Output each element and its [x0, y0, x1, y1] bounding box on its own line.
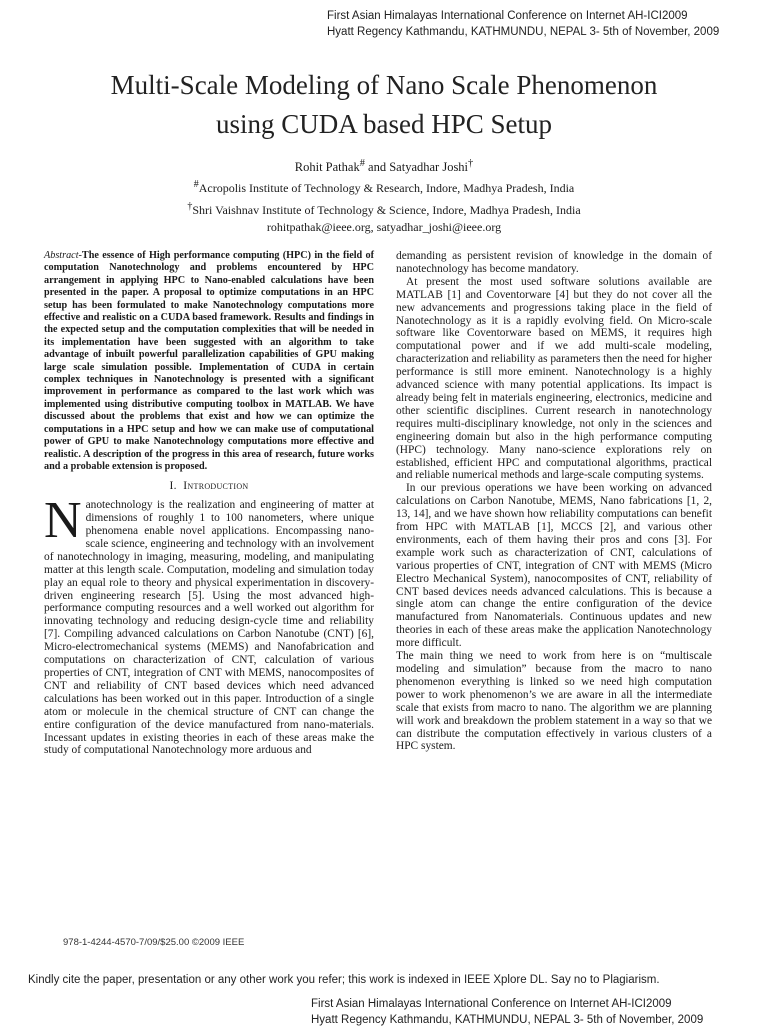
affiliation-2-text: Shri Vaishnav Institute of Technology & Science, Indore, Madhya Pradesh, India: [192, 202, 581, 217]
left-column: [44, 250, 374, 757]
author-name-1: Rohit Pathak: [294, 160, 360, 175]
conference-name: First Asian Himalayas International Conference on Internet AH-ICI2009: [327, 10, 688, 22]
author-name-2: Satyadhar Joshi: [389, 160, 469, 175]
author-mark-2: †: [468, 158, 474, 169]
affiliation-mark-1: #: [193, 179, 199, 190]
conference-name-next-page: First Asian Himalayas International Conference on Internet AH-ICI2009: [311, 998, 672, 1010]
abstract-text: The essence of High performance computing (HPC) in the field of computation Nanotechnology and problems encountered by HPC arrangement in applying HPC to Nano-enabled calculations have been presented in the paper. A proposal to optimize computations in an HPC setup has been formulated to make Nanotechnology computations more effective and realistic on a CUDA based framework. Results and findings in the expected setup and the computation complexities that will be needed in its implementation have been suggested with an algorithm to take advantage of inbuilt powerful parallelization capabilities of GPU making large scale simulation possible. Implementation of CUDA in certain complex techniques in Nanotechnology is presented with a significant improvement in performance as compared to the last work which was implemented using distributive computing toolbox in MATLAB. We have discussed about the problems that exist and how we can optimize the computations in a HPC setup and how we can make use of computational power of GPU to make Nanotechnology computations more effective and realistic. A description of the progress in this area of research, future works and a probable extension is proposed.: [44, 250, 374, 472]
author-list: [40, 154, 728, 177]
right-paragraph-2: At present the most used software solutions available are MATLAB [1] and Coventorware [4] but they do not cover all the new advancements and progressions taking place in the field of Nanotechnology as it is a rapidly evolving field. On Micro-scale software like Coventorware based on MEMS, it requires high computational power and if we add multi-scale modeling, characterization and reliability as parameters then the need for higher performance is still more eminent. Nanotechnology is a highly advanced science with many potential applications. Its impact is already being felt in materials engineering, electronics, medicine and other scientific disciplines. Current research in nanotechnology requires multi-disciplinary knowledge, not only in the sciences and engineering domain but also in the high performance computing (HPC) technology. Many nano-science explorations rely on established, efficient HPC and computational algorithms, practical and reliable numerical methods and large-scale computing systems.: [396, 275, 712, 482]
author-emails: rohitpathak@ieee.org, satyadhar_joshi@ieee.org: [266, 220, 502, 234]
abstract: [44, 250, 374, 473]
intro-paragraph-text: anotechnology is the realization and engineering of matter at dimensions of roughly 1 to 100 nanometers, where unique phenomena enable novel applications. Encompassing nano-scale science, engineering and technology with an involvement of nanotechnology in imaging, measuring, modeling, and manipulating matter at this length scale. Computation, modeling and simulation today play an equal role to theory and physical experimentation in discovery-driven engineering research [5]. Using the most advanced high-performance computing resources and a well worked out algorithm for innovating technology and reducing design-cycle time and reliability [7]. Compiling advanced calculations on Carbon Nanotube (CNT) [6], Micro-electromechanical systems (MEMS) and Nanofabrication and computations on characterization of CNT, calculation of various properties of CNT, integration of CNT with MEMS, nanocomposites of CNT and reliability of CNT based devices which need advanced calculations has been worked out in this paper. Introduction of a single atom or molecule in the chemical structure of CNT can change the entire configuration of the device manufactured from nano-materials. Incessant updates in existing theories in each of these areas make the study of computational Nanotechnology more arduous and: [44, 499, 374, 757]
affiliations: [40, 176, 728, 237]
affiliation-mark-2: †: [187, 200, 193, 212]
section-heading-introduction: [44, 480, 374, 493]
drop-cap-letter: N: [44, 492, 82, 550]
section-number: I.: [169, 479, 177, 493]
title-line-1: Multi-Scale Modeling of Nano Scale Phenomenon: [110, 70, 658, 100]
affiliation-2: [40, 198, 728, 220]
affiliation-1-text: Acropolis Institute of Technology & Research, Indore, Madhya Pradesh, India: [198, 181, 575, 195]
affiliation-1: [40, 176, 728, 198]
copyright-footer: 978-1-4244-4570-7/09/$25.00 ©2009 IEEE: [63, 937, 245, 948]
conference-venue-next-page: Hyatt Regency Kathmandu, KATHMUNDU, NEPAL 3- 5th of November, 2009: [311, 1014, 704, 1026]
conference-venue: Hyatt Regency Kathmandu, KATHMUNDU, NEPAL 3- 5th of November, 2009: [327, 26, 720, 38]
title-line-2: using CUDA based HPC Setup: [215, 109, 553, 139]
citation-notice: Kindly cite the paper, presentation or any other work you refer; this work is indexed in IEEE Xplore DL. Say no to Plagiarism.: [28, 974, 660, 986]
right-paragraph-4: The main thing we need to work from here is on “multiscale modeling and simulation” because from the macro to nano phenomenon everything is linked so we need high computation power to work phenomenon’s we are aware in all the intermediate scale that exists from macro to nano. The algorithm we are planning will work and breakdown the problem statement in a way so that we can distribute the computation effectively in various clusters of a HPC system.: [396, 650, 712, 753]
right-column: [396, 250, 712, 753]
abstract-lead: Abstract-: [44, 250, 82, 261]
section-title: Introduction: [183, 479, 249, 493]
right-paragraph-3: In our previous operations we have been working on advanced calculations on Carbon Nanotube, MEMS, Nano fabrications [1, 2, 13, 14], and we have shown how reliability computations can benefit from HPC with MATLAB [1], MCCS [2], and various other environments, each of them having their pros and cons [3]. For example work such as characterization of CNT, calculations of various properties of CNT, integration of CNT with MEMS (Micro Electro Mechanical System), nanocomposites of CNT, reliability of CNT based devices needs advanced calculations. This is because a single atom can change the entire configuration of the device manufactured from Nanomaterials. Continuous updates and new theories in each of these areas make the application Nanotechnology more difficult.: [396, 482, 712, 650]
conference-header-next-page: [311, 996, 703, 1028]
paper-title: [40, 66, 728, 144]
intro-paragraph: [44, 492, 374, 757]
right-paragraph-1: demanding as persistent revision of knowledge in the domain of nanotechnology has become mandatory.: [396, 250, 712, 275]
author-mark-1: #: [359, 158, 365, 169]
author-conjunction: and: [364, 160, 390, 175]
conference-header: [327, 8, 719, 40]
